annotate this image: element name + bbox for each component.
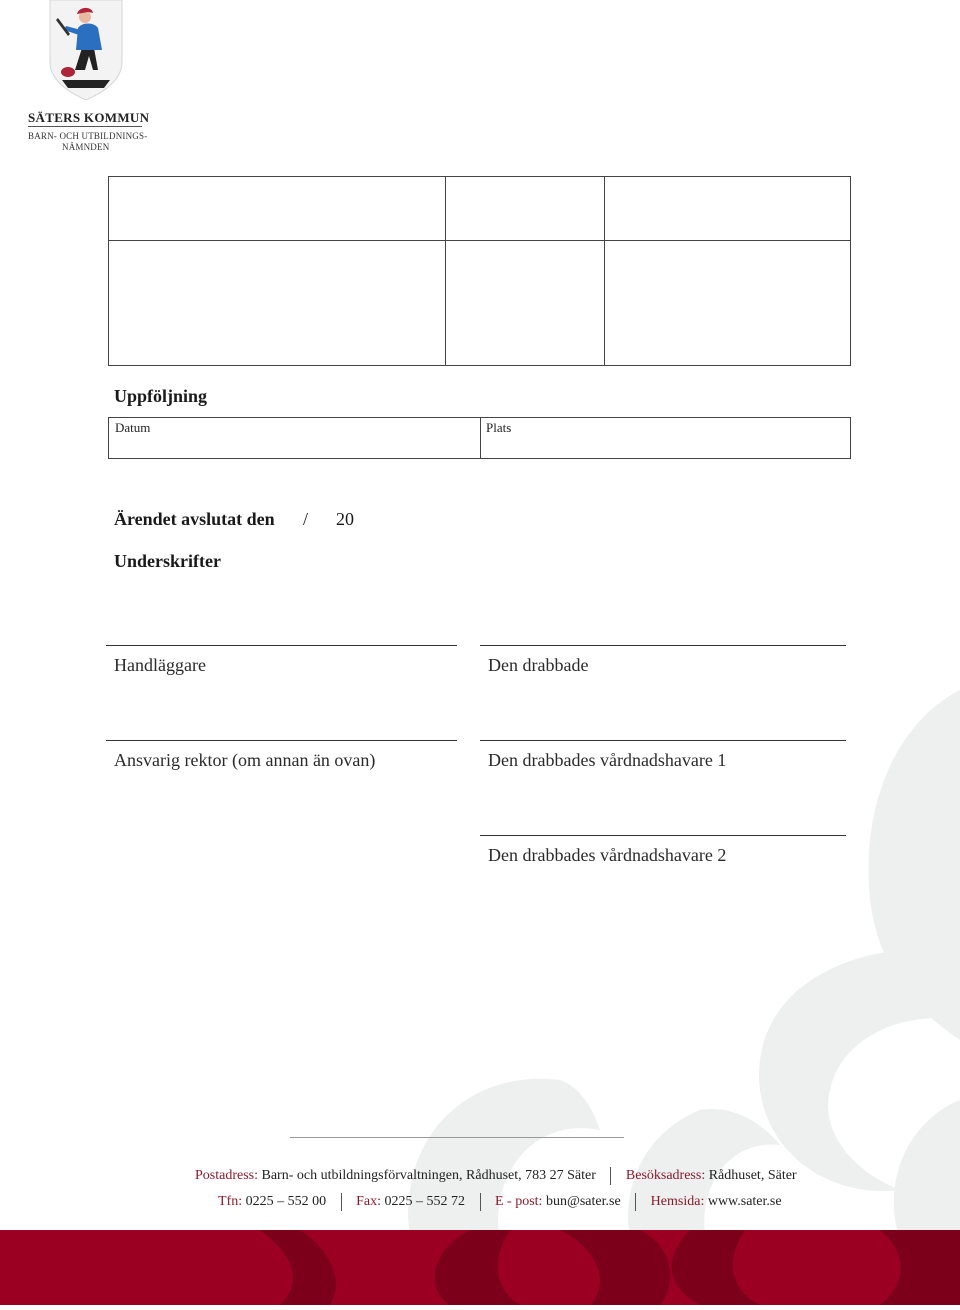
footer-separator	[480, 1193, 481, 1211]
footer-separator	[610, 1167, 611, 1185]
followup-heading: Uppföljning	[114, 386, 208, 406]
website-link[interactable]: www.sater.se	[707, 1194, 782, 1210]
footer-divider	[290, 1137, 624, 1138]
municipality-logo	[48, 0, 124, 100]
org-subtitle-line2: NÄMNDEN	[62, 142, 110, 152]
post-address-value: Barn- och utbildningsförvaltningen, Rådhuset, 783 27 Säter	[261, 1168, 596, 1184]
signature-label-guardian1: Den drabbades vårdnadshavare 1	[488, 750, 727, 770]
signature-line-handler[interactable]	[106, 645, 457, 646]
fax-value: 0225 – 552 72	[384, 1194, 465, 1210]
signatures-heading: Underskrifter	[114, 551, 221, 571]
signature-line-guardian2[interactable]	[480, 835, 846, 836]
footer-band-ornament	[0, 1230, 960, 1305]
date-field[interactable]	[109, 418, 480, 458]
incident-table	[108, 176, 851, 366]
visit-address-value: Rådhuset, Säter	[708, 1168, 797, 1184]
org-subtitle-line1: BARN- OCH UTBILDNINGS-	[28, 131, 148, 141]
followup-table	[108, 417, 851, 459]
case-closed-label: Ärendet avslutat den	[114, 509, 275, 529]
table-cell-editable[interactable]	[605, 241, 850, 365]
footer-separator	[635, 1193, 636, 1211]
signature-label-principal: Ansvarig rektor (om annan än ovan)	[114, 750, 376, 770]
footer-band	[0, 1230, 960, 1305]
signature-line-affected[interactable]	[480, 645, 846, 646]
table-cell-editable[interactable]	[605, 177, 850, 240]
signature-label-guardian2: Den drabbades vårdnadshavare 2	[488, 845, 727, 865]
table-cell-editable[interactable]	[109, 241, 445, 365]
date-label: Datum	[115, 420, 151, 435]
post-address-label: Postadress:	[195, 1168, 258, 1184]
table-cell-editable[interactable]	[109, 177, 445, 240]
footer-separator	[341, 1193, 342, 1211]
signature-line-guardian1[interactable]	[480, 740, 846, 741]
fax-label: Fax:	[356, 1194, 381, 1210]
signature-label-handler: Handläggare	[114, 655, 206, 675]
table-cell-editable[interactable]	[446, 241, 604, 365]
email-link[interactable]: bun@sater.se	[545, 1194, 621, 1210]
website-label: Hemsida:	[650, 1194, 705, 1210]
place-label: Plats	[486, 420, 512, 435]
coat-of-arms-icon	[48, 0, 124, 100]
signature-line-principal[interactable]	[106, 740, 457, 741]
logo-divider	[28, 126, 142, 127]
org-name: SÄTERS KOMMUN	[28, 110, 150, 125]
footer-address-line	[195, 1167, 797, 1185]
email-label: E - post:	[495, 1194, 543, 1210]
date-slash: /	[303, 509, 309, 529]
footer-contact-line	[218, 1193, 782, 1211]
place-field[interactable]	[481, 418, 850, 458]
table-cell-editable[interactable]	[446, 177, 604, 240]
phone-value: 0225 – 552 00	[245, 1194, 327, 1210]
visit-address-label: Besöksadress:	[625, 1168, 706, 1184]
year-prefix: 20	[336, 509, 354, 529]
signature-label-affected: Den drabbade	[488, 655, 589, 675]
phone-label: Tfn:	[218, 1194, 243, 1210]
